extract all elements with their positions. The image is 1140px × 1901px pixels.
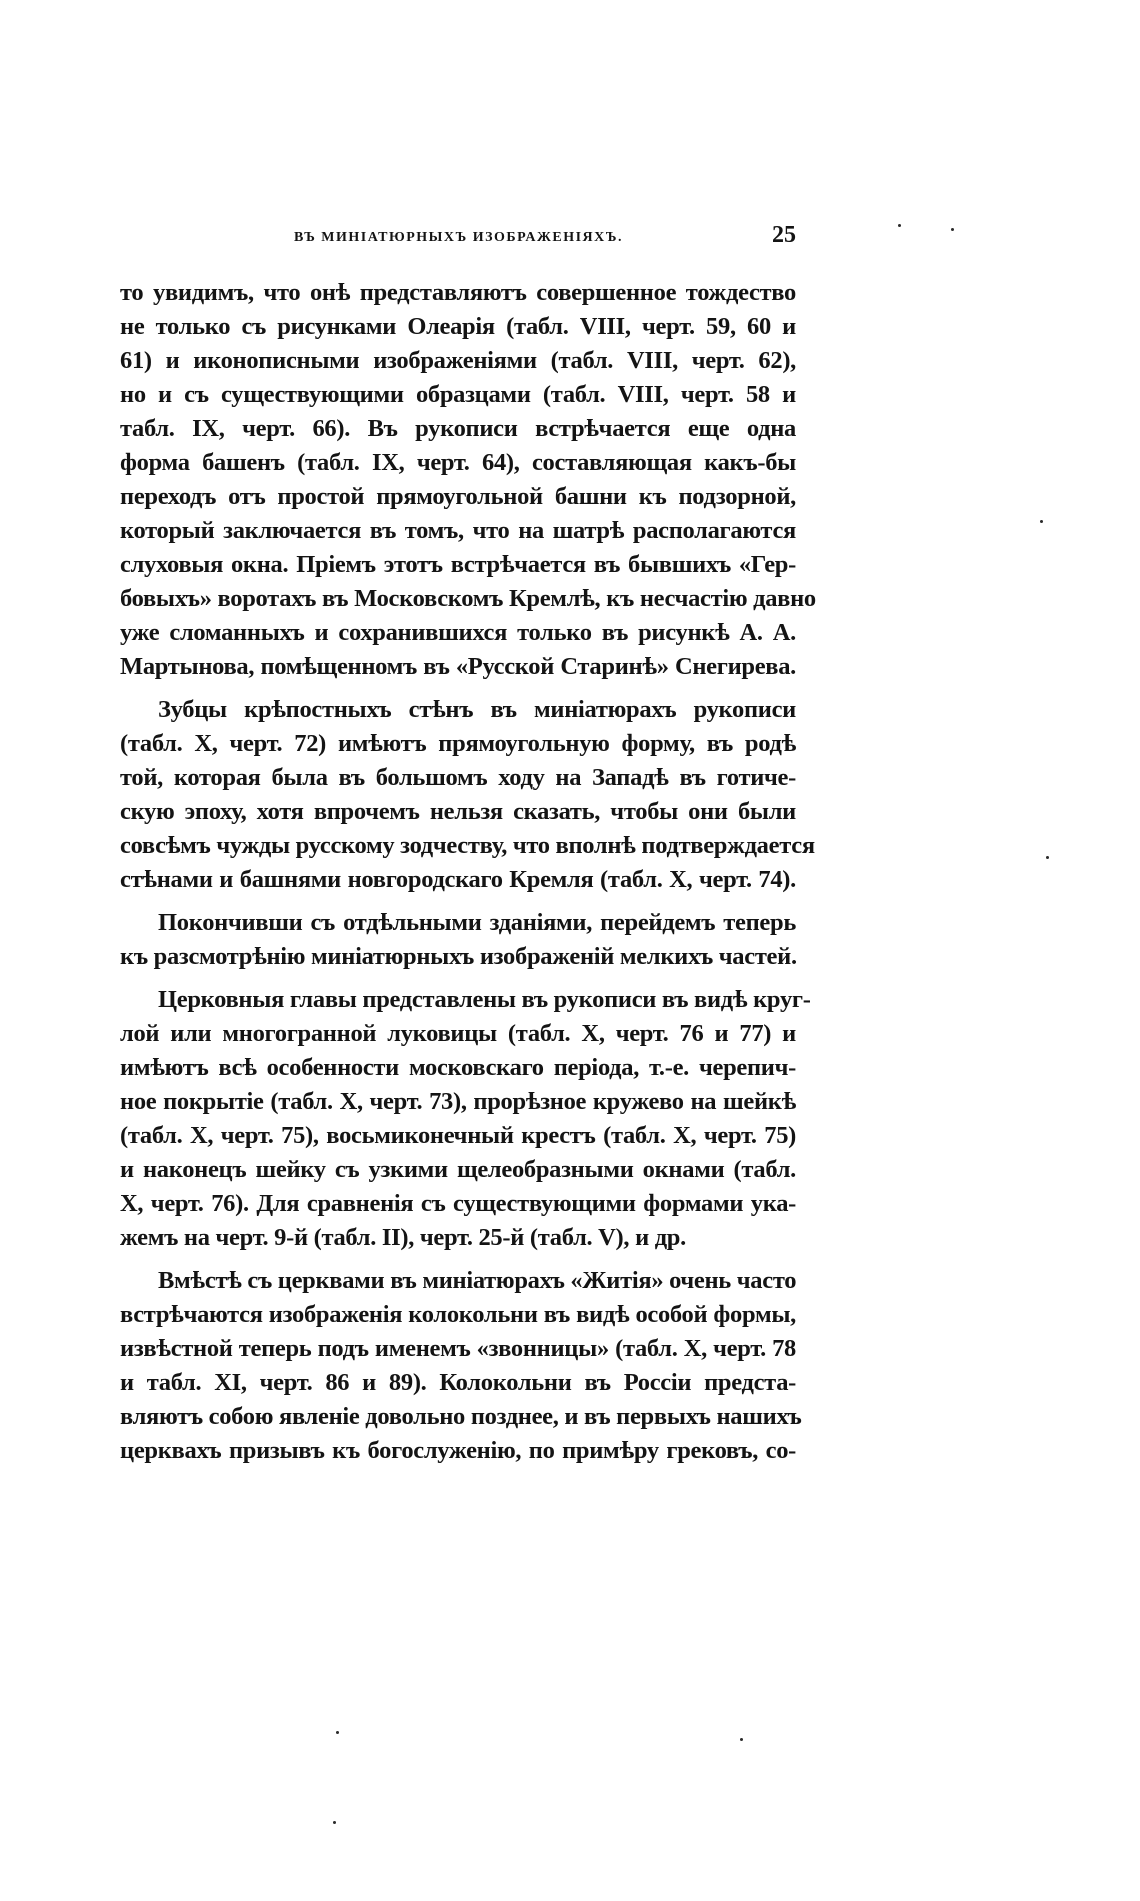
text-line: но и съ существующими образцами (табл. VIII, черт. 58 и (120, 381, 796, 408)
text-line: той, которая была въ большомъ ходу на Западѣ въ готиче- (120, 764, 796, 791)
paragraph-battlements (120, 693, 815, 897)
paragraph-transition (120, 906, 796, 974)
text-line: извѣстной теперь подъ именемъ «звонницы» (табл. X, черт. 78 (120, 1335, 796, 1362)
text-line: церквахъ призывъ къ богослуженію, по примѣру грековъ, со- (120, 1437, 796, 1464)
text-line: къ разсмотрѣнію миніатюрныхъ изображеній мелкихъ частей. (120, 943, 797, 970)
text-line: Мартынова, помѣщенномъ въ «Русской Старинѣ» Снегирева. (120, 653, 796, 680)
text-line: стѣнами и башнями новгородскаго Кремля (табл. X, черт. 74). (120, 866, 796, 893)
text-line: лой или многогранной луковицы (табл. X, черт. 76 и 77) и (120, 1020, 796, 1047)
body-text (120, 276, 816, 1468)
paragraph-towers (120, 276, 816, 684)
text-line: который заключается въ томъ, что на шатрѣ располагаются (120, 517, 796, 544)
text-line: X, черт. 76). Для сравненія съ существующими формами ука- (120, 1190, 796, 1217)
text-line: переходъ отъ простой прямоугольной башни къ подзорной, (120, 483, 796, 510)
text-line: 61) и иконописными изображеніями (табл. VIII, черт. 62), (120, 347, 796, 374)
text-line: Вмѣстѣ съ церквами въ миніатюрахъ «Житія» очень часто (158, 1267, 797, 1294)
scan-speck (333, 1821, 336, 1824)
scan-speck (898, 224, 901, 227)
text-line: Покончивши съ отдѣльными зданіями, перейдемъ теперь (158, 909, 796, 936)
running-head (120, 222, 796, 258)
text-line: не только съ рисунками Олеарія (табл. VIII, черт. 59, 60 и (120, 313, 796, 340)
text-line: и наконецъ шейку съ узкими щелеобразными окнами (табл. (120, 1156, 796, 1183)
text-line: ное покрытіе (табл. X, черт. 73), прорѣзное кружево на шейкѣ (120, 1088, 796, 1115)
text-line: имѣютъ всѣ особенности московскаго періода, т.-е. черепич- (120, 1054, 796, 1081)
text-line: бовыхъ» воротахъ въ Московскомъ Кремлѣ, къ несчастію давно (120, 585, 816, 612)
scan-speck (336, 1731, 339, 1734)
scan-speck (740, 1738, 743, 1741)
text-line: (табл. X, черт. 75), восьмиконечный крестъ (табл. X, черт. 75) (120, 1122, 796, 1149)
scan-speck (951, 228, 954, 231)
scan-speck (1046, 856, 1049, 859)
text-line: то увидимъ, что онѣ представляютъ совершенное тождество (120, 279, 796, 306)
paragraph-belfries (120, 1264, 802, 1468)
text-line: вляютъ собою явленіе довольно позднее, и въ первыхъ нашихъ (120, 1403, 802, 1430)
text-line: табл. IX, черт. 66). Въ рукописи встрѣчается еще одна (120, 415, 796, 442)
text-line: жемъ на черт. 9-й (табл. II), черт. 25-й (табл. V), и др. (120, 1224, 686, 1251)
paragraph-domes (120, 983, 811, 1255)
text-line: встрѣчаются изображенія колокольни въ видѣ особой формы, (120, 1301, 796, 1328)
running-title: ВЪ МИНІАТЮРНЫХЪ ИЗОБРАЖЕНІЯХЪ. (294, 230, 623, 245)
page-number: 25 (772, 222, 796, 248)
text-line: и табл. XI, черт. 86 и 89). Колокольни въ Россіи предста- (120, 1369, 796, 1396)
scan-speck (1040, 520, 1043, 523)
text-line: Зубцы крѣпостныхъ стѣнъ въ миніатюрахъ рукописи (158, 696, 796, 723)
text-line: скую эпоху, хотя впрочемъ нельзя сказать, чтобы они были (120, 798, 796, 825)
text-line: слуховыя окна. Пріемъ этотъ встрѣчается въ бывшихъ «Гер- (120, 551, 796, 578)
text-line: уже сломанныхъ и сохранившихся только въ рисункѣ А. А. (120, 619, 796, 646)
text-line: совсѣмъ чужды русскому зодчеству, что вполнѣ подтверждается (120, 832, 815, 859)
text-line: (табл. X, черт. 72) имѣютъ прямоугольную форму, въ родѣ (120, 730, 796, 757)
text-line: Церковныя главы представлены въ рукописи въ видѣ круг- (158, 986, 811, 1013)
text-line: форма башенъ (табл. IX, черт. 64), составляющая какъ-бы (120, 449, 796, 476)
